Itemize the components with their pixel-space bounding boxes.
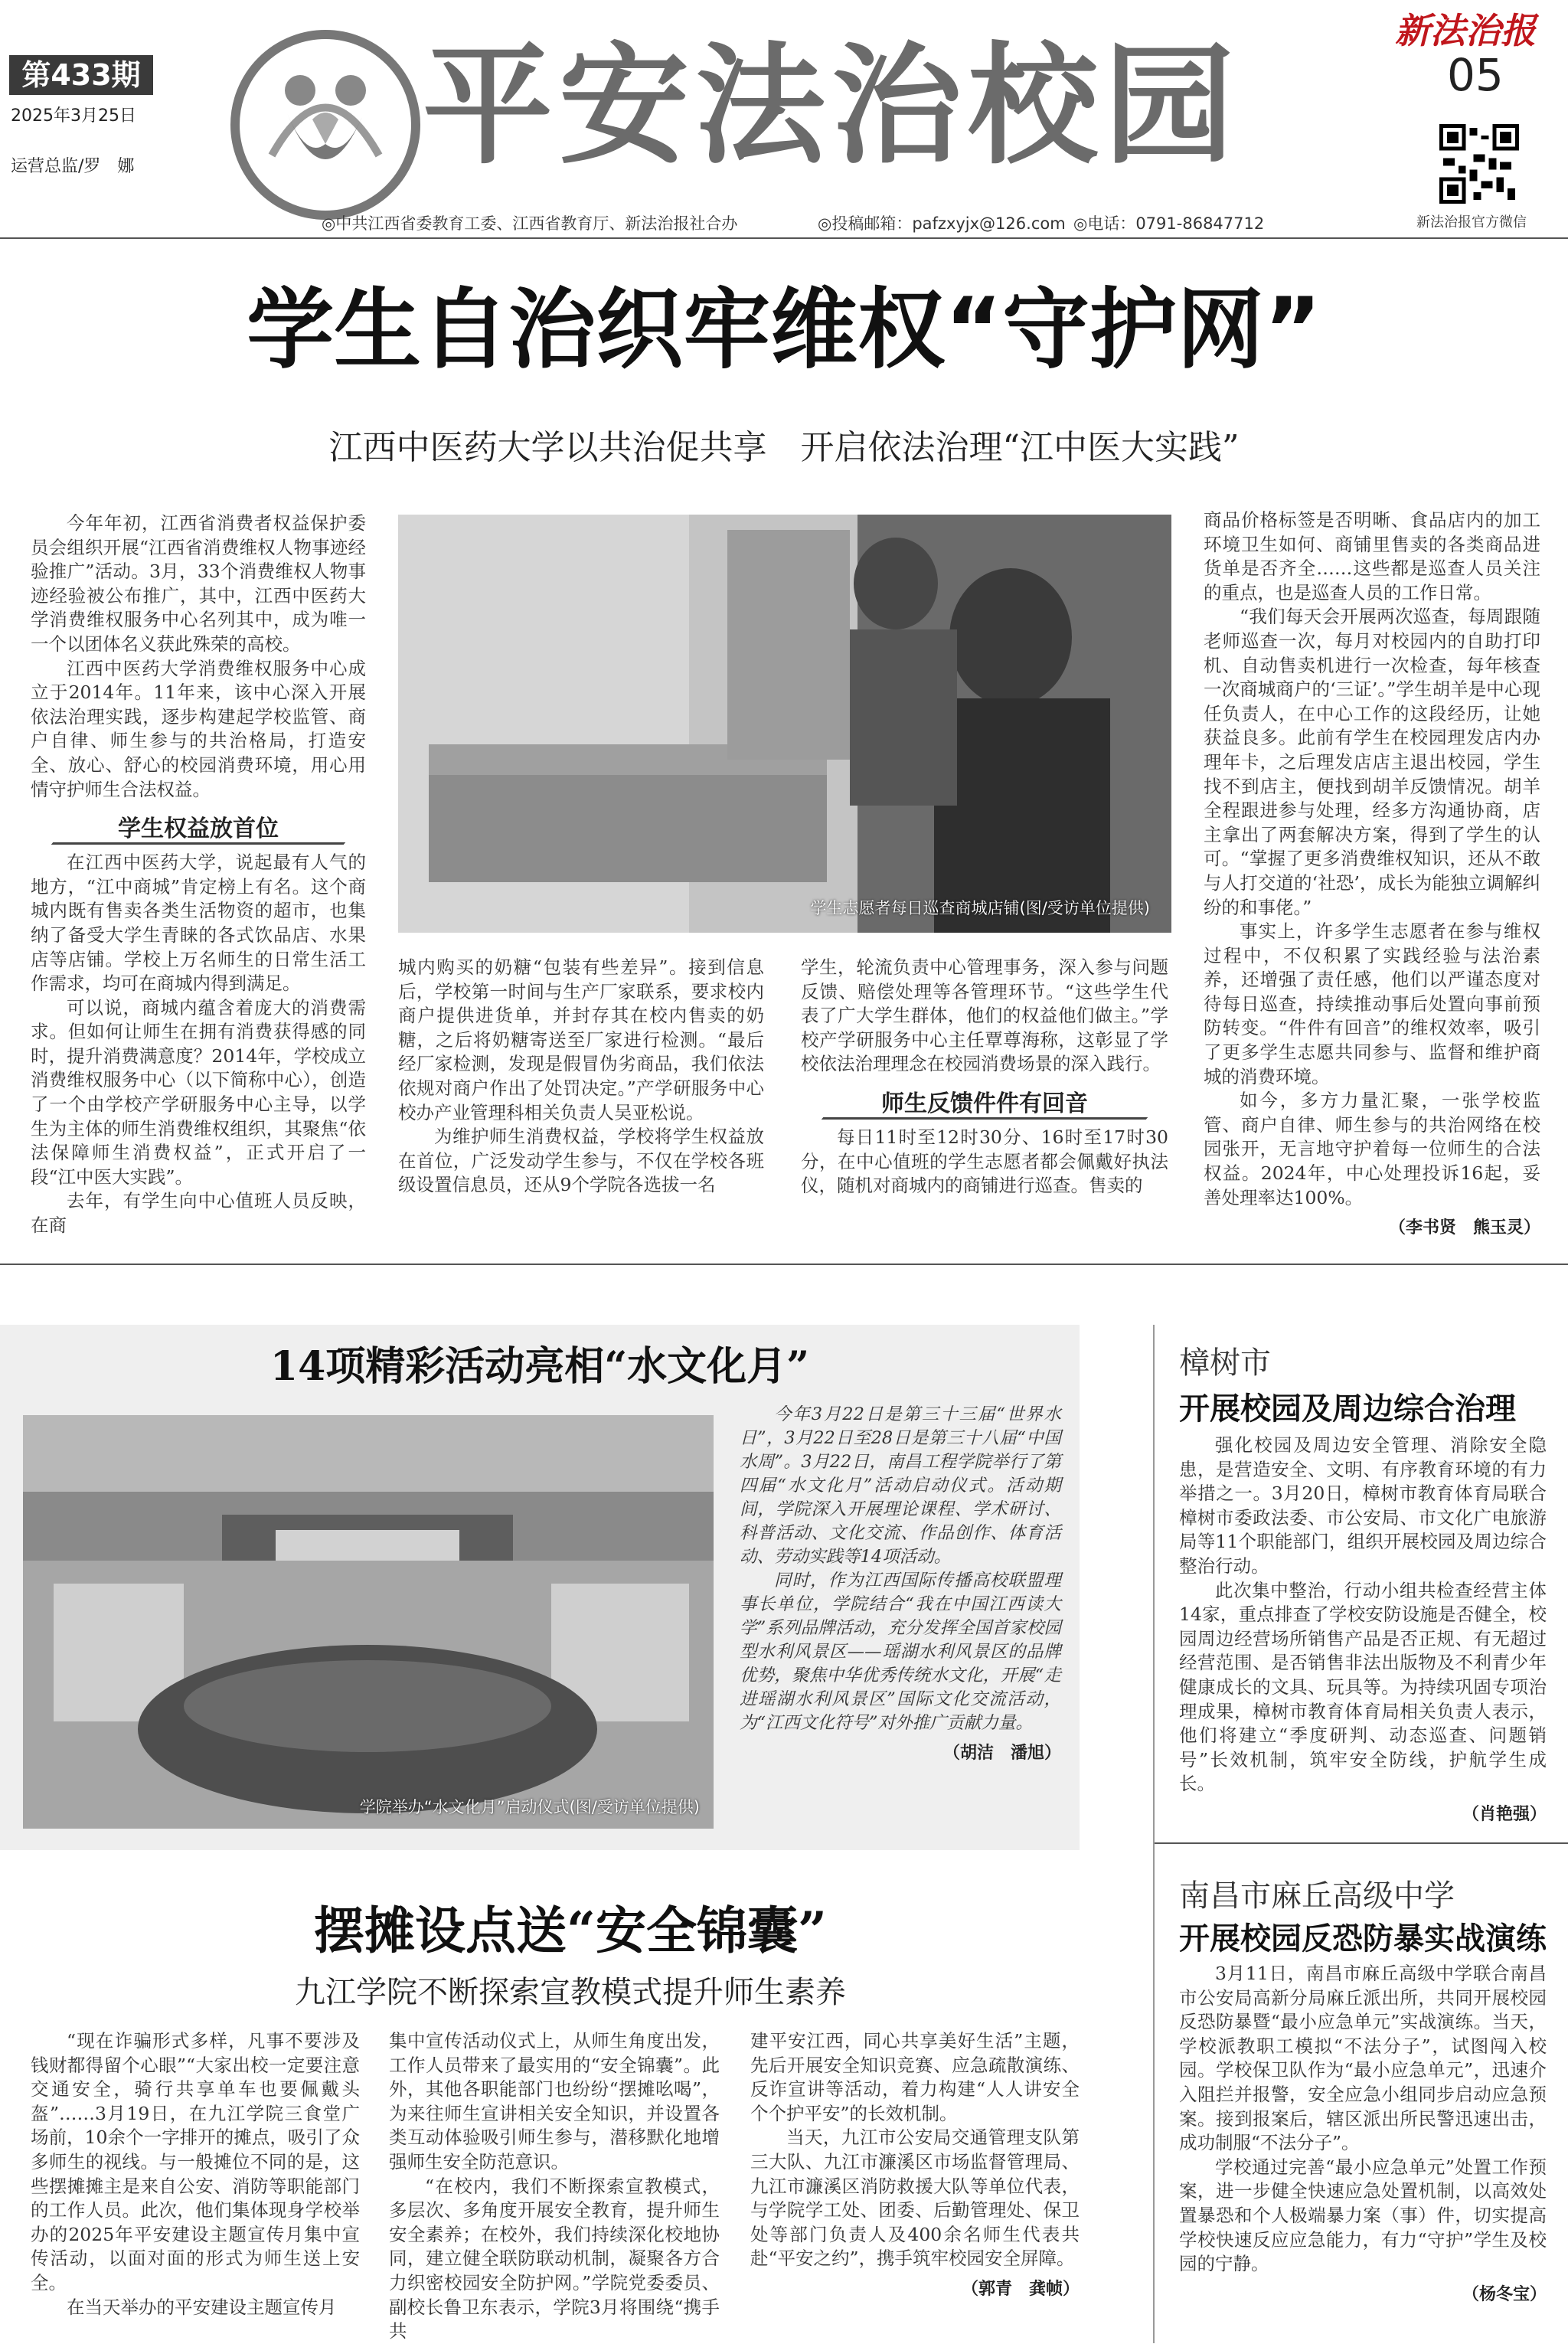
lead-column-1 [31,512,366,1235]
masthead-title: 平安法治校园 [423,29,1241,182]
right-section-divider [1155,1842,1568,1844]
host-units: ◎中共江西省委教育工委、江西省教育厅、新法治报社合办 [322,214,738,233]
editor-credit: 运营总监/罗 娜 [11,157,135,176]
water-byline: （胡洁 潘旭） [942,1744,1061,1763]
zhangshu-paragraph: 强化校园及周边安全管理、消除安全隐患，是营造安全、文明、有序教育环境的有力举措之一。3月20日，樟树市教育体育局联合樟树市委政法委、市公安局、市文化广电旅游局等11个职能部门，组织开展校园及周边综合整治行动。 [1179,1434,1547,1577]
lead-paragraph: 江西中医药大学消费维权服务中心成立于2014年。11年来，该中心深入开展依法治理实践，逐步构建起学校监管、商户自律、师生参与的共治格局，打造安全、放心、舒心的校园消费环境，用心用情守护师生合法权益。 [31,657,366,800]
stall-subheadline: 九江学院不断探索宣教模式提升师生素养 [295,1975,846,2010]
qr-code-icon [1439,124,1519,204]
zhangshu-byline: （肖艳强） [1462,1804,1547,1824]
page-number: 05 [1447,49,1504,101]
issue-badge: 第433期 [9,55,153,95]
stall-paragraph: 集中宣传活动仪式上，从师生角度出发，工作人员带来了最实用的“安全锦囊”。此外，其他各职能部门也纷纷“摆摊吆喝”，为来往师生宣讲相关安全知识，并设置各类互动体验吸引师生参与，潜移默化地增强师生安全防范意识。 [389,2030,720,2172]
water-text [740,1403,1061,1839]
lead-subtitle-1: 学生权益放首位 [31,809,366,843]
brand-name: 新法治报 [1395,10,1536,51]
stall-column-2 [389,2029,720,2342]
mazhuang-place: 南昌市麻丘高级中学 [1179,1878,1455,1914]
lead-paragraph: 去年，有学生向中心值班人员反映，在商 [31,1190,366,1237]
lead-paragraph: “我们每天会开展两次巡查，每周跟随老师巡查一次，每月对校园内的自助打印机、自动售卖机进行一次检查，每年核查一次商城商户的‘三证’。”学生胡羊是中心现任负责人，在中心工作的这段经历，让她获益良多。此前有学生在校园理发店内办理年卡，之后理发店店主退出校园，学生找不到店主，便找到胡羊反馈情况。胡羊全程跟进参与处理，经多方沟通协商，店主拿出了两套解决方案，得到了学生的认可。“掌握了更多消费维权知识，还从不敢与人打交道的‘社恐’，成长为能独立调解纠纷的和事佬。” [1204,606,1540,918]
qr-caption: 新法治报官方微信 [1416,214,1527,230]
zhangshu-place: 樟树市 [1179,1345,1271,1381]
stall-headline: 摆摊设点送“安全锦囊” [314,1901,827,1960]
stall-column-1 [31,2029,360,2342]
mazhuang-byline: （杨冬宝） [1462,2284,1547,2304]
stall-column-3 [750,2029,1098,2342]
zhangshu-paragraph: 此次集中整治，行动小组共检查经营主体14家，重点排查了学校安防设施是否健全，校园周边经营场所销售产品是否正规、有无超过经营范围、是否销售非法出版物及不利青少年健康成长的文具、玩具等。为持续巩固专项治理成果，樟树市教育体育局相关负责人表示，他们将建立“季度研判、动态巡查、问题销号”长效机制，筑牢安全防线，护航学生成长。 [1179,1579,1547,1795]
lead-subheadline: 江西中医药大学以共治促共享 开启依法治理“江中医大实践” [328,428,1240,467]
stall-paragraph: 在当天举办的平安建设主题宣传月 [67,2296,337,2318]
lead-photo-caption: 学生志愿者每日巡查商城店铺(图/受访单位提供) [810,899,1150,917]
lead-column-3 [801,956,1168,1235]
stall-paragraph: “现在诈骗形式多样，凡事不要涉及钱财都得留个心眼”“大家出校一定要注意交通安全，骑行共享单车也要佩戴头盔”……3月19日，在九江学院三食堂广场前，10余个一字排开的摊点，吸引了众多师生的视线。与一般摊位不同的是，这些摆摊摊主是来自公安、消防等职能部门的工作人员。此次，他们集体现身学校举办的2025年平安建设主题宣传月集中宣传活动，以面对面的形式为师生送上安全。 [31,2030,360,2293]
issue-date: 2025年3月25日 [11,106,136,126]
lead-paragraph: 城内购买的奶糖“包装有些差异”。接到信息后，学校第一时间与生产厂家联系，要求校内商户提供进货单，并封存其在校内售卖的奶糖，之后将奶糖寄送至厂家进行检测。“最后经厂家检测，发现是假冒伪劣商品，我们依法依规对商户作出了处罚决定。”产学研服务中心校办产业管理科相关负责人吴亚松说。 [398,956,764,1123]
water-headline: 14项精彩活动亮相“水文化月” [270,1343,810,1390]
stall-byline: （郭青 龚帧） [961,2279,1080,2299]
zhangshu-headline: 开展校园及周边综合治理 [1179,1391,1516,1427]
lead-paragraph: 如今，多方力量汇聚，一张学校监管、商户自律、师生参与的共治网络在校园张开，无言地守护着每一位师生的合法权益。2024年，中心处理投诉16起，妥善处理率达100%。 [1204,1090,1540,1208]
school-logo-icon [230,29,421,221]
water-photo-caption: 学院举办“水文化月”启动仪式(图/受访单位提供) [359,1798,700,1816]
lead-paragraph: 为维护师生消费权益，学校将学生权益放在首位，广泛发动学生参与，不仅在学校各班级设置信息员，还从9个学院各选拔一名 [398,1126,764,1196]
water-paragraph: 同时，作为江西国际传播高校联盟理事长单位，学院结合“我在中国江西读大学”系列品牌活动，充分发挥全国首家校园型水利风景区——瑶湖水利风景区的品牌优势，聚焦中华优秀传统水文化，开展“走进瑶湖水利风景区”国际文化交流活动，为“江西文化符号”对外推广贡献力量。 [740,1571,1061,1733]
lead-subtitle-2: 师生反馈件件有回音 [801,1084,1168,1118]
lead-paragraph: 可以说，商城内蕴含着庞大的消费需求。但如何让师生在拥有消费获得感的同时，提升消费满意度？2014年，学校成立消费维权服务中心（以下简称中心），创造了一个由学校产学研服务中心主导，以学生为主体的师生消费维权组织，其聚焦“依法保障师生消费权益”，正式开启了一段“江中医大实践”。 [31,996,366,1188]
mazhuang-headline: 开展校园反恐防暴实战演练 [1179,1921,1547,1957]
lead-paragraph: 学生，轮流负责中心管理事务，深入参与问题反馈、赔偿处理等各管理环节。“这些学生代表了广大学生群体，他们的权益他们做主。”学校产学研服务中心主任覃尊海称，这彰显了学校依法治理理念在校园消费场景的深入践行。 [801,956,1168,1075]
lead-paragraph: 今年年初，江西省消费者权益保护委员会组织开展“江西省消费维权人物事迹经验推广”活动。3月，33个消费维权人物事迹经验被公布推广，其中，江西中医药大学消费维权服务中心名列其中，成为唯一一个以团体名义获此殊荣的高校。 [31,512,366,655]
lead-column-4 [1204,508,1540,1237]
lead-byline: （李书贤 熊玉灵） [1388,1218,1540,1238]
submission-email: ◎投稿邮箱：pafzxyjx@126.com [818,214,1066,233]
lead-paragraph: 商品价格标签是否明晰、食品店内的加工环境卫生如何、商铺里售卖的各类商品进货单是否齐全……这些都是巡查人员关注的重点，也是巡查人员的工作日常。 [1204,509,1540,603]
lead-headline: 学生自治织牢维权“守护网” [247,279,1321,381]
mazhuang-paragraph: 3月11日，南昌市麻丘高级中学联合南昌市公安局高新分局麻丘派出所，共同开展校园反恐防暴暨“最小应急单元”实战演练。当天，学校派教职工模拟“不法分子”，试图闯入校园。学校保卫队作为“最小应急单元”，迅速介入阻拦并报警，安全应急小组同步启动应急预案。接到报案后，辖区派出所民警迅速出击，成功制服“不法分子”。 [1179,1963,1547,2154]
contact-phone: ◎电话：0791-86847712 [1073,214,1265,233]
stall-paragraph: 当天，九江市公安局交通管理支队第三大队、九江市濂溪区市场监督管理局、九江市濂溪区消防救援大队等单位代表，与学院学工处、团委、后勤管理处、保卫处等部门负责人及400余名师生代表共赴“平安之约”，携手筑牢校园安全屏障。 [750,2127,1080,2270]
lead-paragraph: 在江西中医药大学，说起最有人气的地方，“江中商城”肯定榜上有名。这个商城内既有售卖各类生活物资的超市，也集纳了备受大学生青睐的各式饮品店、水果店等店铺。学校上万名师生的日常生活工作需求，均可在商城内得到满足。 [31,852,366,995]
lead-photo [398,515,1171,933]
water-photo [23,1415,714,1829]
mazhuang-paragraph: 学校通过完善“最小应急单元”处置工作预案，进一步健全快速应急处置机制，以高效处置暴恐和个人极端暴力案（事）件，切实提高学校快速反应应急能力，有力“守护”学生及校园的宁静。 [1179,2156,1547,2275]
stall-paragraph: “在校内，我们不断探索宣教模式，多层次、多角度开展安全教育，提升师生安全素养；在校外，我们持续深化校地协同，建立健全联防联动机制，凝聚各方合力织密校园安全防护网。”学院党委委员、副校长鲁卫东表示，学院3月将围绕“携手共 [389,2175,720,2342]
stall-paragraph: 建平安江西，同心共享美好生活”主题，先后开展安全知识竞赛、应急疏散演练、反诈宣讲等活动，着力构建“人人讲安全 个个护平安”的长效机制。 [750,2030,1098,2124]
section-divider [0,1264,1568,1265]
mazhuang-text [1179,1962,1547,2341]
masthead-divider [0,237,1568,239]
water-paragraph: 今年3月22日是第三十三届“世界水日”，3月22日至28日是第三十八届“中国水周”。3月22日，南昌工程学院举行了第四届“水文化月”活动启动仪式。活动期间，学院深入开展理论课程、学术研讨、科普活动、文化交流、作品创作、体育活动、劳动实践等14项活动。 [740,1404,1061,1567]
lead-paragraph: 事实上，许多学生志愿者在参与维权过程中，不仅积累了实践经验与法治素养，还增强了责任感，他们以严谨态度对待每日巡查，持续推动事后处置向事前预防转变。“件件有回音”的维权效率，吸引了更多学生志愿共同参与、监督和维护商城的消费环境。 [1204,920,1540,1087]
lead-paragraph: 每日11时至12时30分、16时至17时30分，在中心值班的学生志愿者都会佩戴好执法仪，随机对商城内的商铺进行巡查。售卖的 [801,1126,1168,1197]
zhangshu-text [1179,1434,1547,1824]
right-divider [1153,1325,1155,2343]
lead-column-2 [398,956,764,1235]
